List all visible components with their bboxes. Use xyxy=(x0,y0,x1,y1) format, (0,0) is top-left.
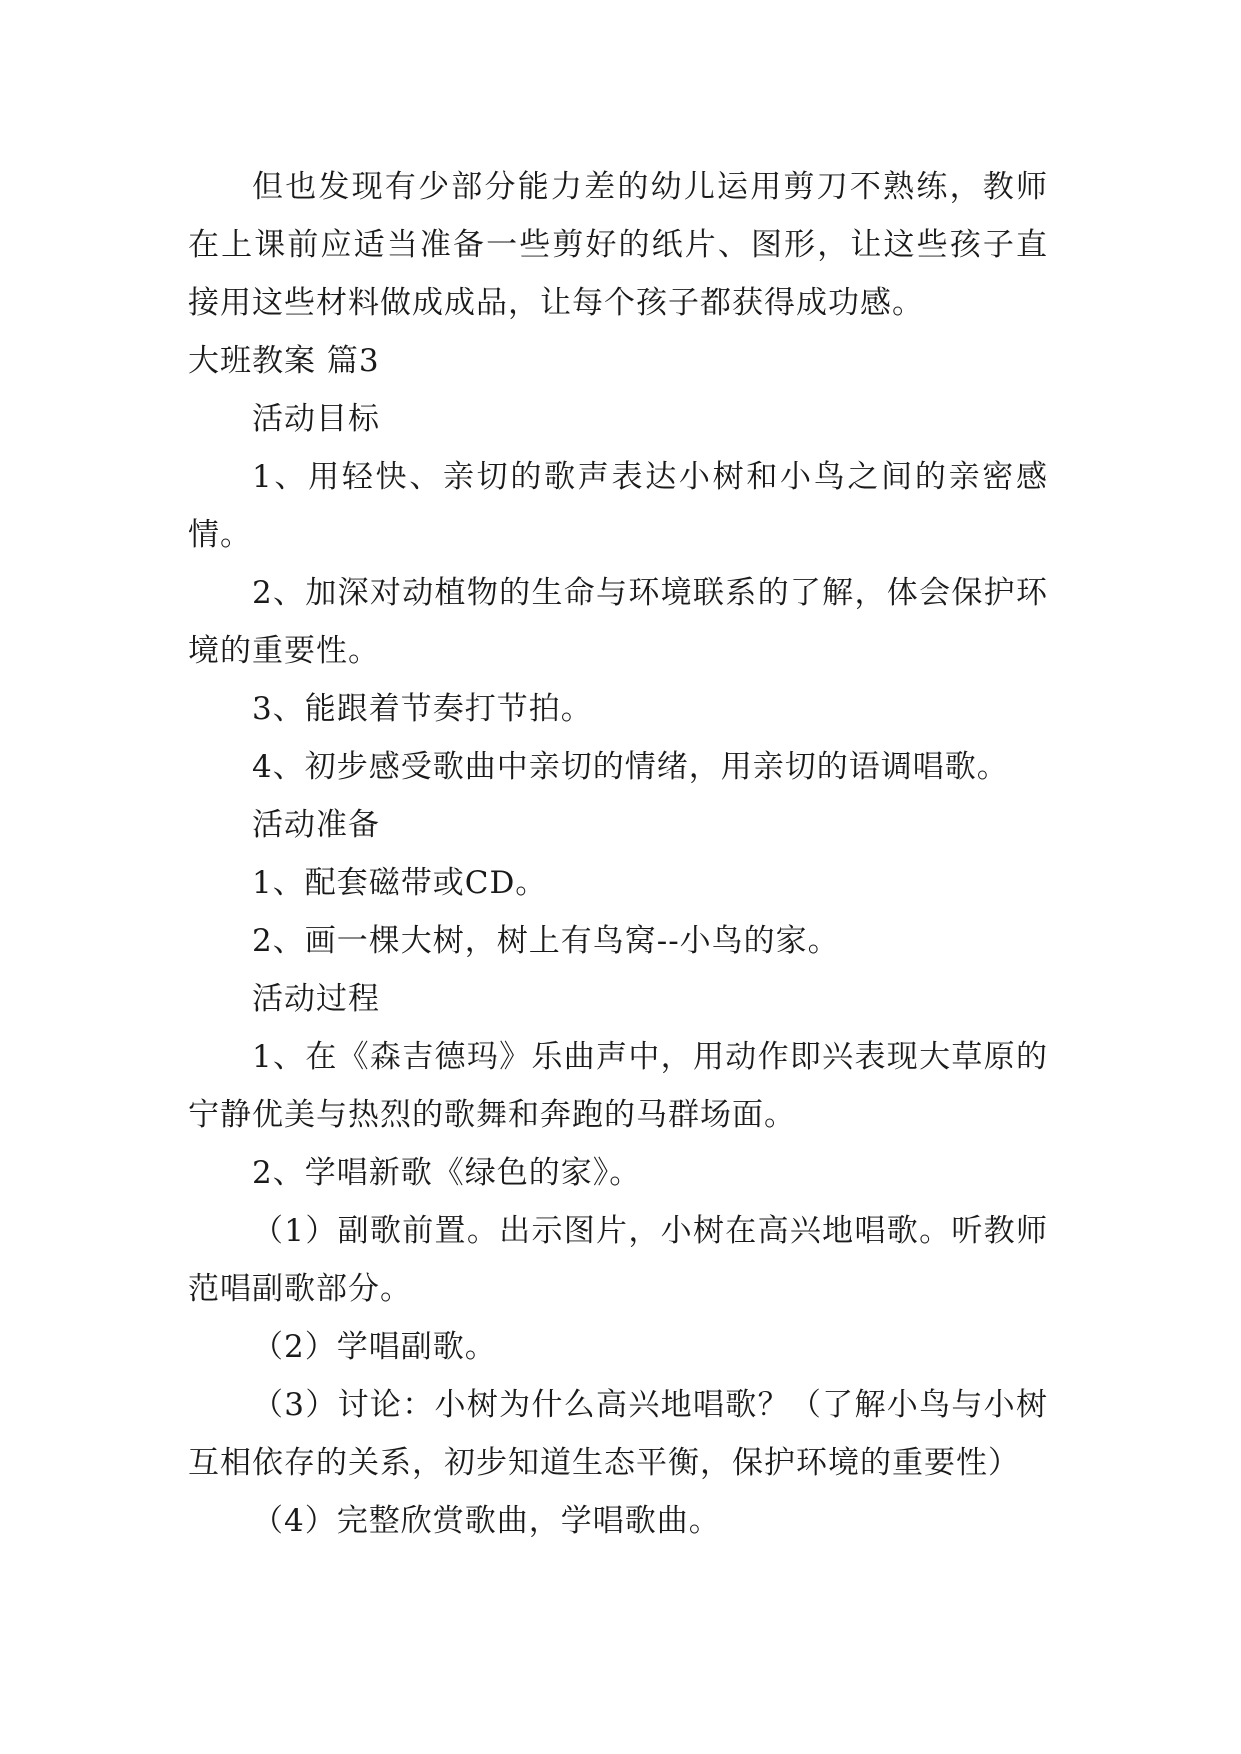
subheading-preparation: 活动准备 xyxy=(252,807,380,843)
preparation-item-2: 2、画一棵大树，树上有鸟窝--小鸟的家。 xyxy=(252,923,840,959)
process-item-1: 1、在《森吉德玛》乐曲声中，用动作即兴表现大草原的宁静优美与热烈的歌舞和奔跑的马群场面。 xyxy=(188,1039,1048,1133)
section-title: 大班教案 篇3 xyxy=(188,343,380,379)
process-subitem-2: （2）学唱副歌。 xyxy=(252,1329,497,1365)
subheading-process: 活动过程 xyxy=(252,981,380,1017)
document-body xyxy=(188,158,1048,1550)
goal-item-1: 1、用轻快、亲切的歌声表达小树和小鸟之间的亲密感情。 xyxy=(188,459,1048,553)
process-subitem-4: （4）完整欣赏歌曲，学唱歌曲。 xyxy=(252,1503,721,1539)
process-item-2: 2、学唱新歌《绿色的家》。 xyxy=(252,1155,642,1191)
goal-item-4: 4、初步感受歌曲中亲切的情绪，用亲切的语调唱歌。 xyxy=(252,749,1009,785)
goal-item-3: 3、能跟着节奏打节拍。 xyxy=(252,691,593,727)
subheading-goals: 活动目标 xyxy=(252,401,380,437)
process-subitem-1: （1）副歌前置。出示图片，小树在高兴地唱歌。听教师范唱副歌部分。 xyxy=(188,1213,1048,1307)
preparation-item-1: 1、配套磁带或CD。 xyxy=(252,865,548,901)
goal-item-2: 2、加深对动植物的生命与环境联系的了解，体会保护环境的重要性。 xyxy=(188,575,1048,669)
paragraph-conclusion: 但也发现有少部分能力差的幼儿运用剪刀不熟练，教师在上课前应适当准备一些剪好的纸片、图形，让这些孩子直接用这些材料做成成品，让每个孩子都获得成功感。 xyxy=(188,169,1048,321)
process-subitem-3: （3）讨论：小树为什么高兴地唱歌？（了解小鸟与小树互相依存的关系，初步知道生态平衡，保护环境的重要性） xyxy=(188,1387,1048,1481)
